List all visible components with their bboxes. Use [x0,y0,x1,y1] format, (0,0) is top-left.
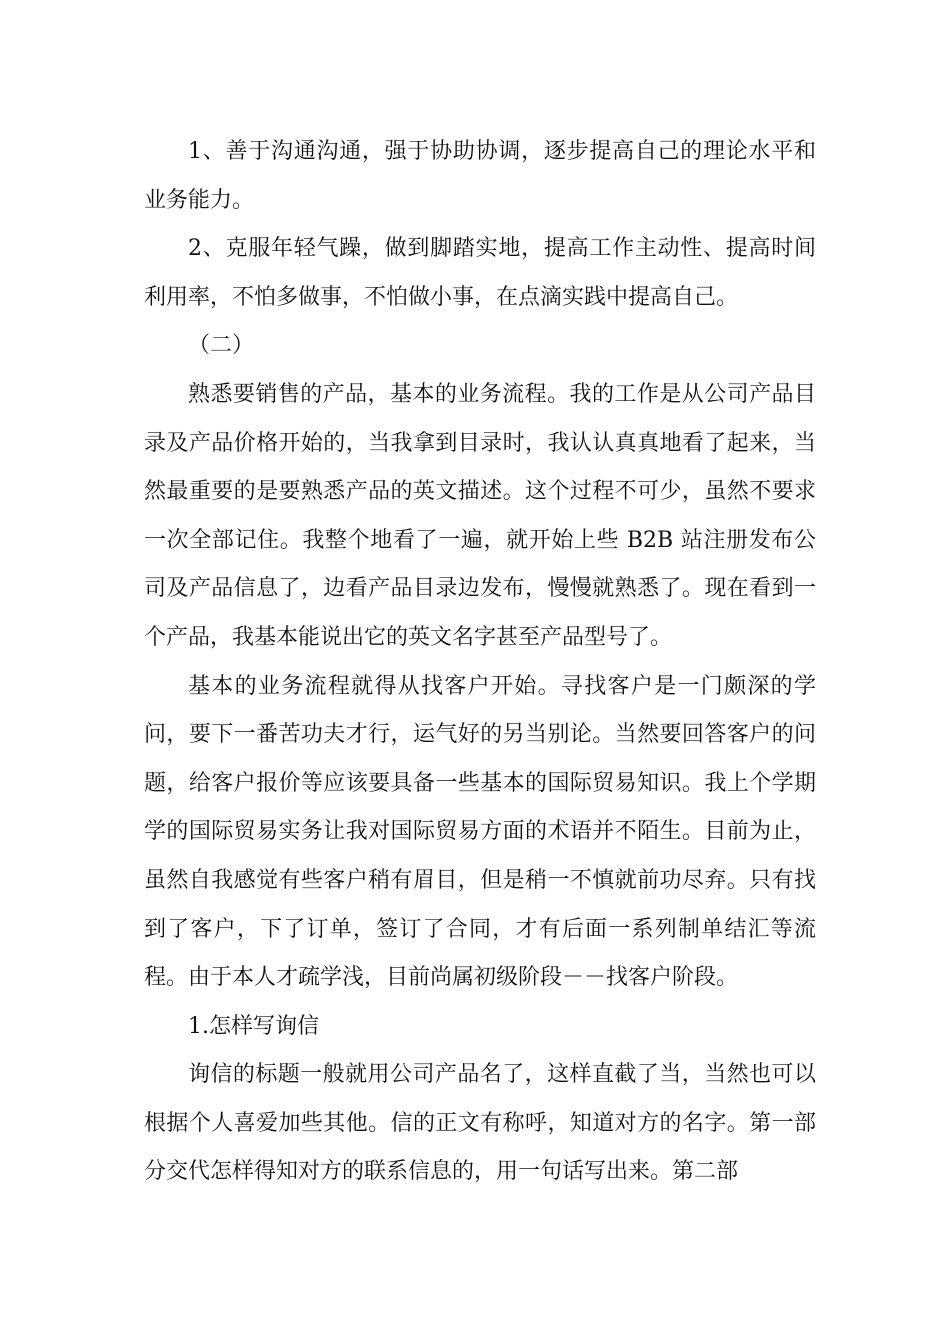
paragraph-inquiry-letter-body: 询信的标题一般就用公司产品名了，这样直截了当，当然也可以根据个人喜爱加些其他。信的正文有称呼，知道对方的名字。第一部分交代怎样得知对方的联系信息的，用一句话写出来。第二部 [144,1062,816,1185]
paragraph-business-process: 基本的业务流程就得从找客户开始。寻找客户是一门颇深的学问，要下一番苦功夫才行，运气好的另当别论。当然要回答客户的问题，给客户报价等应该要具备一些基本的国际贸易知识。我上个学期学的国际贸易实务让我对国际贸易方面的术语并不陌生。目前为止，虽然自我感觉有些客户稍有眉目，但是稍一不慎就前功尽弃。只有找到了客户，下了订单，签订了合同，才有后面一系列制单结汇等流程。由于本人才疏学浅，目前尚属初级阶段－－找客户阶段。 [144,673,816,991]
document-body [144,128,816,1197]
subheading-inquiry-letter: 1.怎样写询信 [188,1013,319,1039]
paragraph-overcome-impatience: 2、克服年轻气躁，做到脚踏实地，提高工作主动性、提高时间利用率，不怕多做事，不怕做小事，在点滴实践中提高自己。 [144,236,816,310]
paragraph-improve-communication: 1、善于沟通沟通，强于协助协调，逐步提高自己的理论水平和业务能力。 [144,139,816,213]
paragraph-product-familiarity: 熟悉要销售的产品，基本的业务流程。我的工作是从公司产品目录及产品价格开始的，当我拿到目录时，我认认真真地看了起来，当然最重要的是要熟悉产品的英文描述。这个过程不可少，虽然不要求一次全部记住。我整个地看了一遍，就开始上些 B2B 站注册发布公司及产品信息了，边看产品目录边发布，慢慢就熟悉了。现在看到一个产品，我基本能说出它的英文名字甚至产品型号了。 [144,381,816,650]
section-heading-two: （二） [188,333,255,359]
